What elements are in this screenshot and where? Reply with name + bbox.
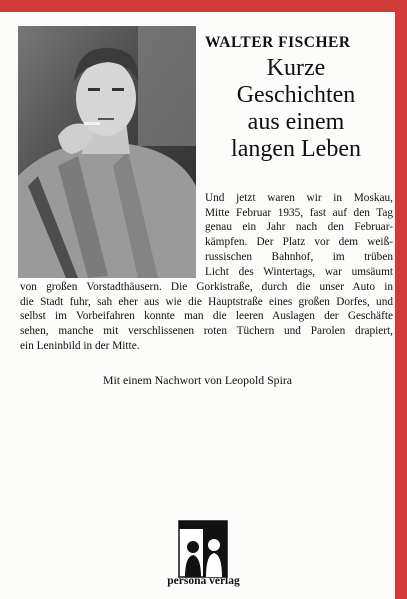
author-name: WALTER FISCHER	[205, 34, 351, 51]
excerpt-line: Licht des Wintertags, war umsäumt	[205, 265, 393, 278]
title-line: Kurze	[266, 55, 326, 81]
author-portrait-photo	[18, 26, 196, 278]
excerpt-line: selbst im Vorbeifahren konnte man die leeren Auslagen der Geschäfte	[20, 310, 393, 323]
persona-verlag-logo-icon	[173, 519, 233, 579]
excerpt-line: kämpfen. Der Platz vor dem weiß-	[205, 236, 393, 249]
excerpt-line: Mitte Februar 1935, fast auf den Tag	[205, 206, 393, 219]
book-title	[196, 55, 396, 163]
excerpt-line: russischen Bahnhof, im trüben	[205, 250, 393, 263]
afterword-credit: Mit einem Nachwort von Leopold Spira	[102, 373, 293, 387]
excerpt-line: die Stadt fuhr, sah eher aus wie die Hauptstraße eines großen Dorfes, und	[20, 295, 393, 308]
publisher-name: persona verlag	[167, 575, 240, 587]
excerpt-line: Und jetzt waren wir in Moskau,	[205, 192, 393, 204]
excerpt-text-full	[20, 280, 393, 354]
excerpt-line: von großen Vorstadthäusern. Die Gorkistraße, durch die unser Auto in	[20, 281, 393, 293]
title-line: aus einem	[247, 109, 345, 135]
title-line: langen Leben	[231, 136, 361, 162]
excerpt-line: sehen, manche mit verschlissenen roten Tüchern und Parolen drapiert,	[20, 325, 393, 338]
excerpt-text-right	[205, 191, 393, 279]
right-red-border	[395, 0, 407, 599]
top-red-border	[0, 0, 407, 12]
excerpt-line: genau ein Jahr nach den Februar-	[205, 221, 393, 234]
title-line: Geschichten	[236, 82, 356, 108]
excerpt-line: ein Leninbild in der Mitte.	[20, 339, 140, 352]
